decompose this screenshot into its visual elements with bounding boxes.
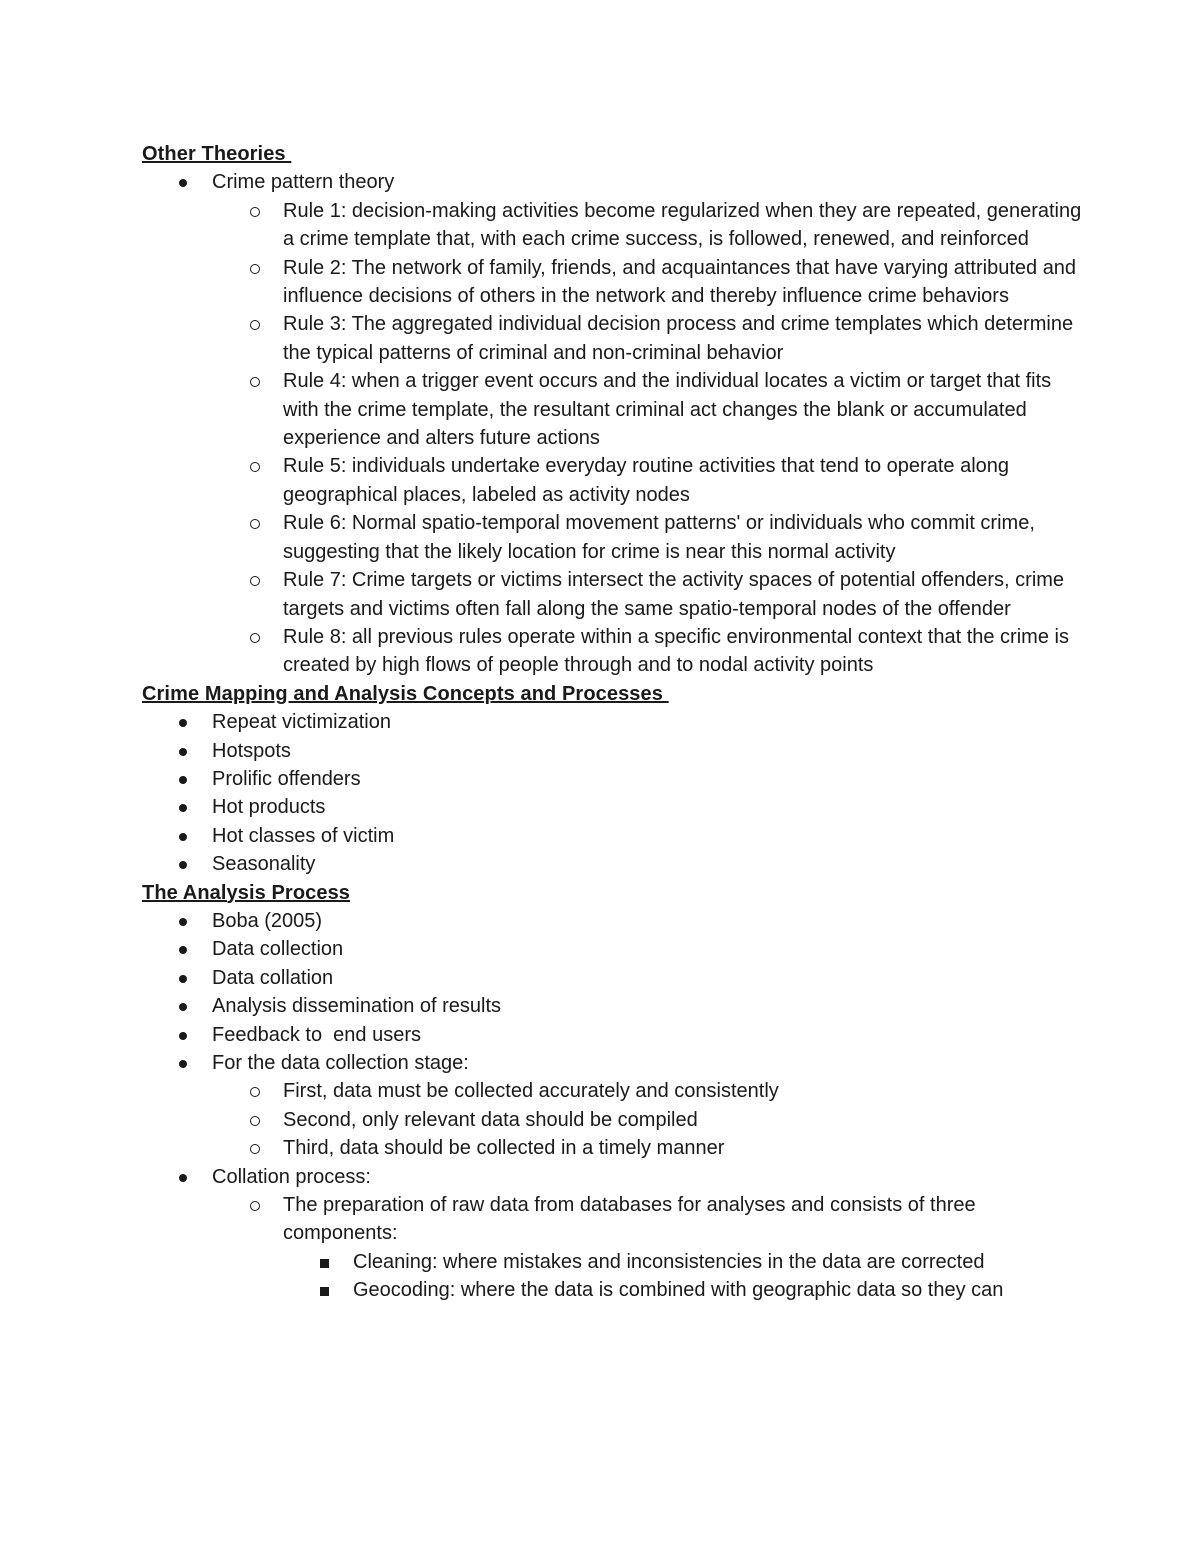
list-item: For the data collection stage: — [142, 1049, 1082, 1077]
bullet-circle-icon — [250, 264, 260, 274]
list-item-step: Third, data should be collected in a timely manner — [142, 1134, 1082, 1162]
list-item-rule: Rule 8: all previous rules operate within a specific environmental context that the crime is created by high flows of people through and to nodal activity points — [142, 623, 1082, 680]
list-item-rule: Rule 2: The network of family, friends, and acquaintances that have varying attributed and influence decisions of others in the network and thereby influence crime behaviors — [142, 254, 1082, 311]
bullet-disc-icon — [179, 833, 187, 841]
list-item: Feedback to end users — [142, 1021, 1082, 1049]
bullet-disc-icon — [179, 804, 187, 812]
list-item-rule: Rule 6: Normal spatio-temporal movement patterns' or individuals who commit crime, suggesting that the likely location for crime is near this normal activity — [142, 509, 1082, 566]
list-item-step: The preparation of raw data from databases for analyses and consists of three components: — [142, 1191, 1082, 1248]
list-item: Analysis dissemination of results — [142, 992, 1082, 1020]
bullet-disc-icon — [179, 861, 187, 869]
bullet-circle-icon — [250, 207, 260, 217]
bullet-circle-icon — [250, 1201, 260, 1211]
list-item-rule: Rule 5: individuals undertake everyday routine activities that tend to operate along geographical places, labeled as activity nodes — [142, 452, 1082, 509]
bullet-circle-icon — [250, 462, 260, 472]
bullet-circle-icon — [250, 1116, 260, 1126]
bullet-square-icon — [320, 1287, 329, 1296]
bullet-square-icon — [320, 1259, 329, 1268]
bullet-circle-icon — [250, 1087, 260, 1097]
list-item-rule: Rule 7: Crime targets or victims intersect the activity spaces of potential offenders, crime targets and victims often fall along the same spatio-temporal nodes of the offender — [142, 566, 1082, 623]
list-item: Data collection — [142, 935, 1082, 963]
list-item: Seasonality — [142, 850, 1082, 878]
document-page — [142, 140, 1082, 1305]
list-item: Hotspots — [142, 737, 1082, 765]
bullet-disc-icon — [179, 1032, 187, 1040]
bullet-circle-icon — [250, 519, 260, 529]
other-theories-list — [142, 168, 1082, 679]
bullet-disc-icon — [179, 946, 187, 954]
bullet-disc-icon — [179, 719, 187, 727]
list-item-rule: Rule 4: when a trigger event occurs and the individual locates a victim or target that fits with the crime template, the resultant criminal act changes the blank or accumulated experience and alters future actions — [142, 367, 1082, 452]
list-item-rule: Rule 3: The aggregated individual decision process and crime templates which determine the typical patterns of criminal and non-criminal behavior — [142, 310, 1082, 367]
list-item: Repeat victimization — [142, 708, 1082, 736]
analysis-process-list — [142, 907, 1082, 1305]
list-item-step: Second, only relevant data should be compiled — [142, 1106, 1082, 1134]
crime-mapping-list — [142, 708, 1082, 878]
list-item: Prolific offenders — [142, 765, 1082, 793]
bullet-disc-icon — [179, 1003, 187, 1011]
bullet-circle-icon — [250, 377, 260, 387]
list-item-component: Geocoding: where the data is combined with geographic data so they can — [142, 1276, 1082, 1304]
bullet-disc-icon — [179, 748, 187, 756]
bullet-disc-icon — [179, 1060, 187, 1068]
bullet-circle-icon — [250, 576, 260, 586]
heading-other-theories: Other Theories — [142, 143, 292, 165]
bullet-disc-icon — [179, 918, 187, 926]
bullet-disc-icon — [179, 975, 187, 983]
list-item: Data collation — [142, 964, 1082, 992]
bullet-circle-icon — [250, 1144, 260, 1154]
bullet-circle-icon — [250, 633, 260, 643]
list-item-rule: Rule 1: decision-making activities become regularized when they are repeated, generating a crime template that, with each crime success, is followed, renewed, and reinforced — [142, 197, 1082, 254]
bullet-disc-icon — [179, 179, 187, 187]
list-item: Hot products — [142, 793, 1082, 821]
bullet-circle-icon — [250, 320, 260, 330]
list-item: Boba (2005) — [142, 907, 1082, 935]
heading-analysis-process: The Analysis Process — [142, 881, 351, 904]
heading-crime-mapping: Crime Mapping and Analysis Concepts and Processes — [142, 682, 669, 705]
list-item: Hot classes of victim — [142, 822, 1082, 850]
list-item: Crime pattern theory — [142, 168, 1082, 196]
bullet-disc-icon — [179, 1174, 187, 1182]
list-item-step: First, data must be collected accurately and consistently — [142, 1077, 1082, 1105]
bullet-disc-icon — [179, 776, 187, 784]
list-item-component: Cleaning: where mistakes and inconsistencies in the data are corrected — [142, 1248, 1082, 1276]
list-item: Collation process: — [142, 1163, 1082, 1191]
